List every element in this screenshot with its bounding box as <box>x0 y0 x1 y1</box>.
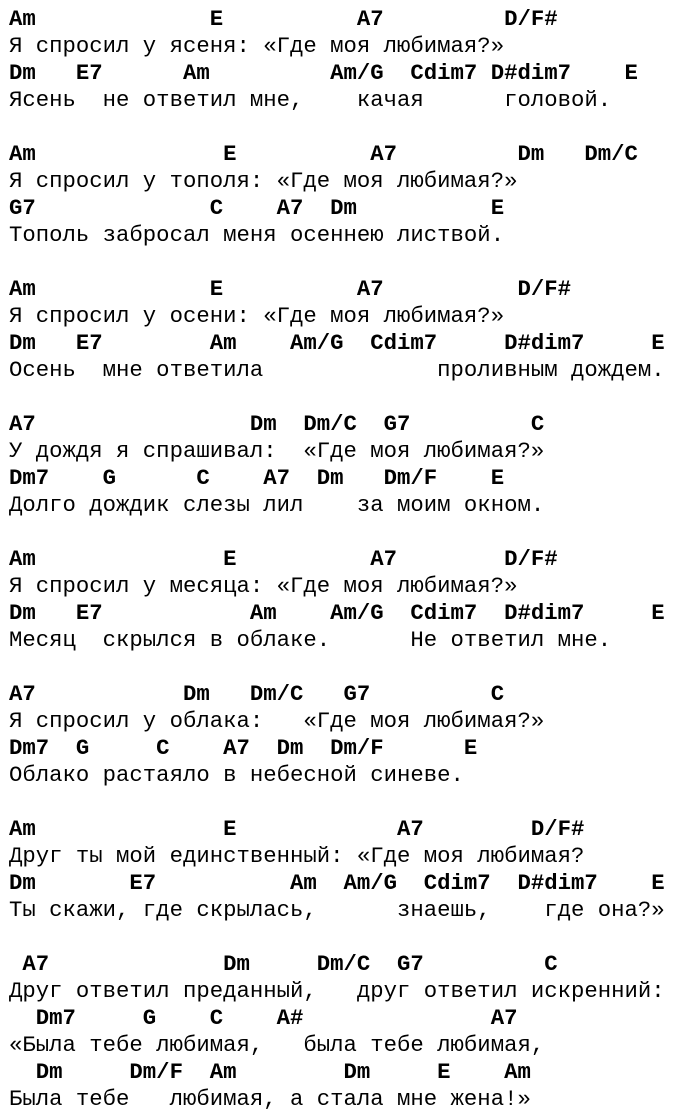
stanza-4 <box>9 411 698 519</box>
lyric-line: Тополь забросал меня осеннею листвой. <box>9 222 505 248</box>
lyric-line: Была тебе любимая, а стала мне жена!» <box>9 1086 531 1112</box>
lyric-line: Облако растаяло в небесной синеве. <box>9 762 464 788</box>
chord-line: Dm7 G C A7 Dm Dm/F E <box>9 735 478 761</box>
chord-line: A7 Dm Dm/C G7 C <box>9 411 545 437</box>
chord-line: Dm E7 Am Am/G Cdim7 D#dim7 E <box>9 600 665 626</box>
lyric-line: У дождя я спрашивал: «Где моя любимая?» <box>9 438 545 464</box>
chord-line: Dm E7 Am Am/G Cdim7 D#dim7 E <box>9 330 665 356</box>
lyric-line: Я спросил у облака: «Где моя любимая?» <box>9 708 545 734</box>
stanza-gap <box>9 249 698 276</box>
stanza-gap <box>9 519 698 546</box>
stanza-gap <box>9 384 698 411</box>
chord-line: Dm7 G C A# A7 <box>9 1005 518 1031</box>
chord-line: G7 C A7 Dm E <box>9 195 505 221</box>
stanza-1 <box>9 6 698 114</box>
lyric-line: Я спросил у месяца: «Где моя любимая?» <box>9 573 518 599</box>
chord-line: Dm Dm/F Am Dm E Am <box>9 1059 531 1085</box>
stanza-5 <box>9 546 698 654</box>
lyric-line: «Была тебе любимая, была тебе любимая, <box>9 1032 545 1058</box>
chord-line: Am E A7 Dm Dm/C <box>9 141 638 167</box>
stanza-2 <box>9 141 698 249</box>
chord-line: A7 Dm Dm/C G7 C <box>9 951 558 977</box>
lyric-line: Я спросил у осени: «Где моя любимая?» <box>9 303 505 329</box>
lyric-line: Друг ответил преданный, друг ответил искренний: <box>9 978 665 1004</box>
chord-line: Dm E7 Am Am/G Cdim7 D#dim7 E <box>9 870 665 896</box>
stanza-gap <box>9 924 698 951</box>
lyric-line: Ясень не ответил мне, качая головой. <box>9 87 612 113</box>
stanza-gap <box>9 789 698 816</box>
lyric-line: Друг ты мой единственный: «Где моя любимая? <box>9 843 585 869</box>
chord-line: Dm7 G C A7 Dm Dm/F E <box>9 465 505 491</box>
chord-line: Am E A7 D/F# <box>9 6 558 32</box>
stanza-8 <box>9 951 698 1113</box>
chord-line: Dm E7 Am Am/G Cdim7 D#dim7 E <box>9 60 638 86</box>
stanza-gap <box>9 114 698 141</box>
chord-line: Am E A7 D/F# <box>9 276 571 302</box>
lyric-line: Ты скажи, где скрылась, знаешь, где она?» <box>9 897 665 923</box>
chord-line: Am E A7 D/F# <box>9 816 585 842</box>
lyric-line: Месяц скрылся в облаке. Не ответил мне. <box>9 627 612 653</box>
lyric-line: Осень мне ответила проливным дождем. <box>9 357 665 383</box>
stanza-gap <box>9 654 698 681</box>
lyric-line: Я спросил у тополя: «Где моя любимая?» <box>9 168 518 194</box>
lyric-line: Я спросил у ясеня: «Где моя любимая?» <box>9 33 505 59</box>
stanza-7 <box>9 816 698 924</box>
stanza-3 <box>9 276 698 384</box>
song-sheet <box>9 6 698 1113</box>
lyric-line: Долго дождик слезы лил за моим окном. <box>9 492 545 518</box>
stanza-6 <box>9 681 698 789</box>
chord-line: A7 Dm Dm/C G7 C <box>9 681 505 707</box>
chord-line: Am E A7 D/F# <box>9 546 558 572</box>
